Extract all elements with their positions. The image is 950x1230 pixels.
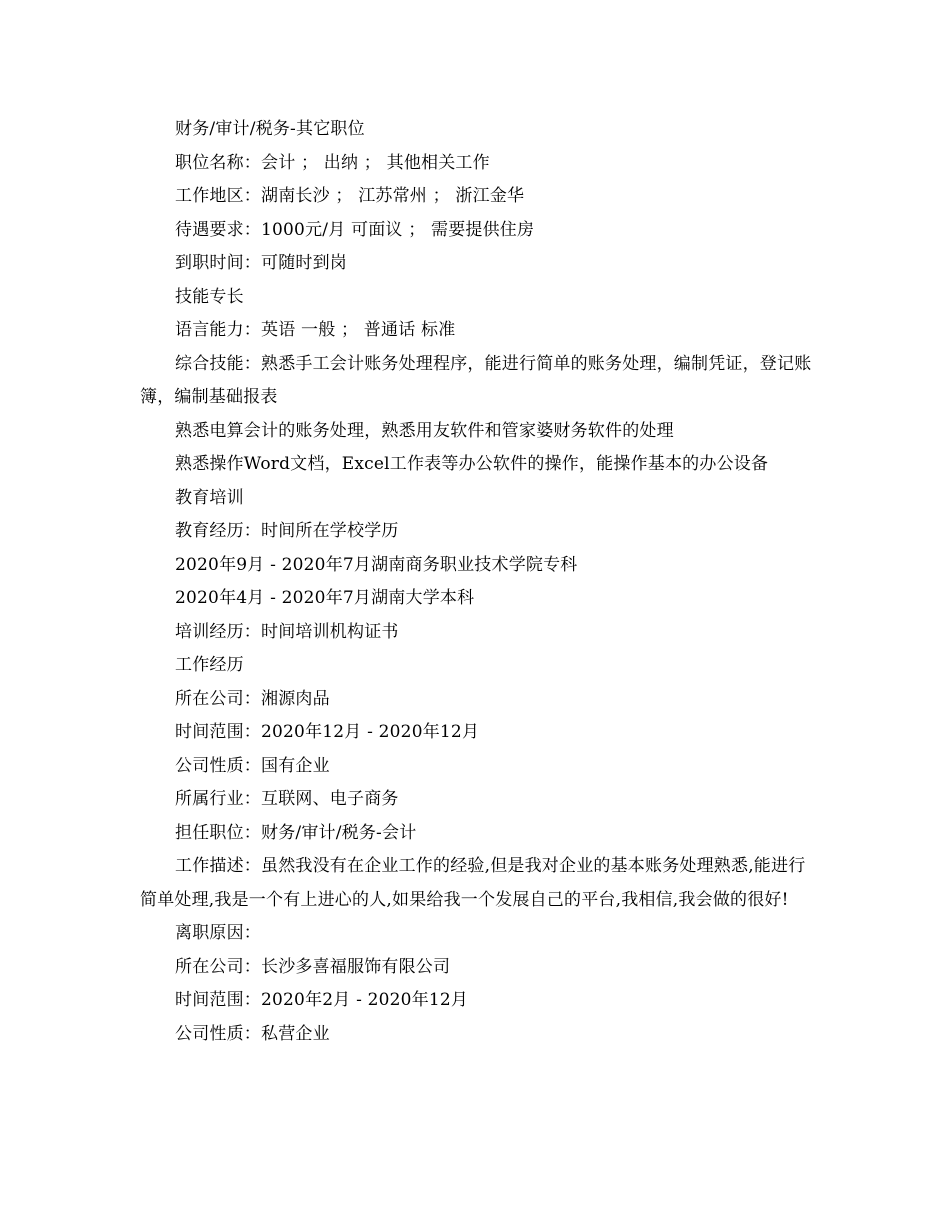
general-skills-paragraph: 综合技能：熟悉手工会计账务处理程序，能进行简单的账务处理，编制凭证，登记账簿，编制基础报表 bbox=[140, 353, 812, 407]
work-experience-heading: 工作经历 bbox=[175, 655, 244, 675]
leaving-reason-line: 离职原因： bbox=[175, 923, 261, 943]
language-ability-line: 语言能力：英语 一般 ； 普通话 标准 bbox=[175, 320, 456, 340]
time-range-line: 时间范围：2020年12月 - 2020年12月 bbox=[175, 722, 480, 742]
position-line: 担任职位：财务/审计/税务-会计 bbox=[175, 822, 417, 843]
company-line: 所在公司：湘源肉品 bbox=[175, 688, 330, 709]
education-entry: 2020年9月 - 2020年7月湖南商务职业技术学院专科 bbox=[175, 554, 578, 575]
start-time-line: 到职时间：可随时到岗 bbox=[175, 253, 347, 273]
company-type-line: 公司性质：私营企业 bbox=[175, 1023, 330, 1044]
education-heading: 教育培训 bbox=[175, 487, 244, 508]
training-header-line: 培训经历：时间培训机构证书 bbox=[175, 621, 399, 642]
education-entry: 2020年4月 - 2020年7月湖南大学本科 bbox=[175, 588, 475, 608]
job-title-line: 职位名称：会计 ； 出纳 ； 其他相关工作 bbox=[175, 152, 490, 173]
work-region-line: 工作地区：湖南长沙 ； 江苏常州 ； 浙江金华 bbox=[175, 186, 525, 206]
company-line: 所在公司：长沙多喜福服饰有限公司 bbox=[175, 956, 451, 977]
company-type-line: 公司性质：国有企业 bbox=[175, 755, 330, 776]
skills-heading: 技能专长 bbox=[175, 286, 244, 307]
document-body bbox=[140, 113, 820, 1051]
office-software-line: 熟悉操作Word文档，Excel工作表等办公软件的操作，能操作基本的办公设备 bbox=[175, 454, 769, 474]
computerized-accounting-line: 熟悉电算会计的账务处理，熟悉用友软件和管家婆财务软件的处理 bbox=[175, 420, 674, 441]
job-category-line: 财务/审计/税务-其它职位 bbox=[175, 119, 365, 139]
education-header-line: 教育经历：时间所在学校学历 bbox=[175, 521, 399, 541]
salary-requirement-line: 待遇要求：1000元/月 可面议 ； 需要提供住房 bbox=[175, 219, 535, 240]
industry-line: 所属行业：互联网、电子商务 bbox=[175, 789, 399, 809]
time-range-line: 时间范围：2020年2月 - 2020年12月 bbox=[175, 990, 469, 1010]
job-description-paragraph: 工作描述：虽然我没有在企业工作的经验,但是我对企业的基本账务处理熟悉,能进行简单处理,我是一个有上进心的人,如果给我一个发展自己的平台,我相信,我会做的很好! bbox=[140, 856, 806, 910]
